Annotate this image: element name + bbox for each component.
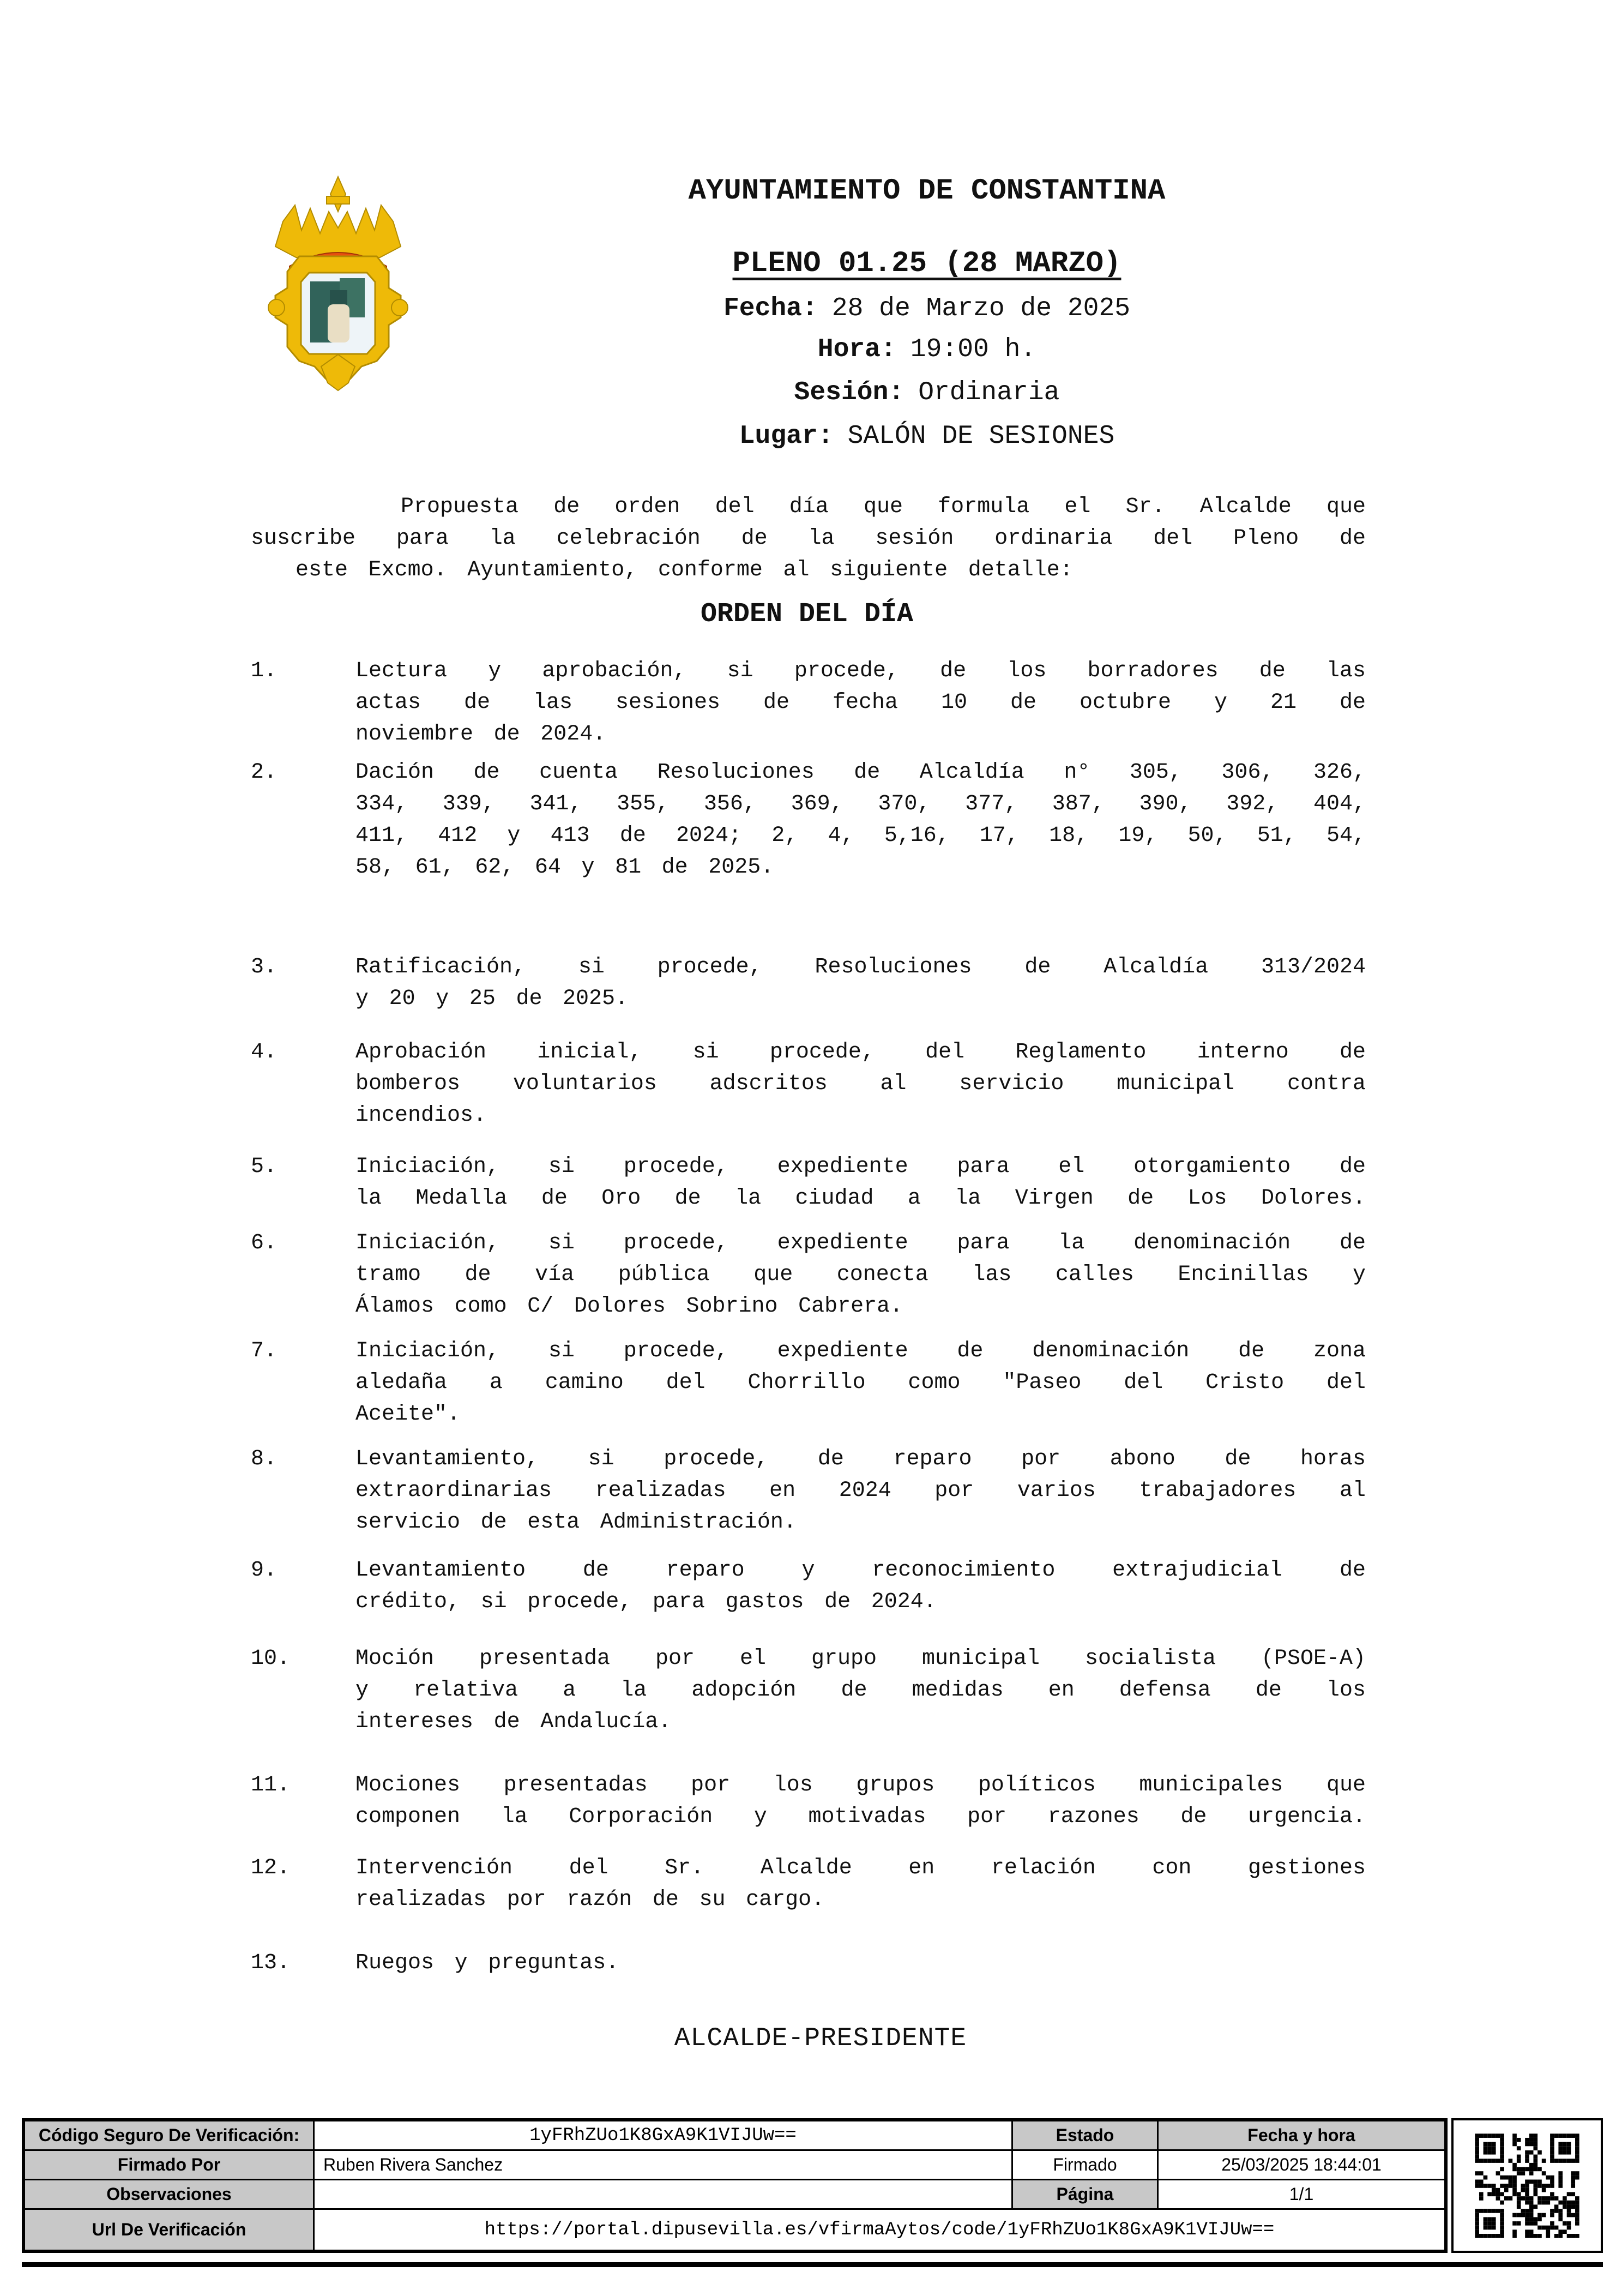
agenda-item-3 [251, 952, 1366, 1015]
item-number: 13. [251, 1951, 291, 1975]
footer-bottom-rule [22, 2262, 1603, 2267]
item-line: Mociones presentadas por los grupos políticos municipales que [355, 1773, 1366, 1798]
item-line: noviembre de 2024. [355, 722, 606, 747]
item-line: Ruegos y preguntas. [355, 1951, 619, 1975]
item-line: Dación de cuenta Resoluciones de Alcaldía n° 305, 306, 326, [355, 760, 1366, 785]
item-line: incendios. [355, 1103, 487, 1128]
item-line: actas de las sesiones de fecha 10 de octubre y 21 de [355, 690, 1366, 715]
intro-line: Propuesta de orden del día que formula el Sr. Alcalde que [401, 495, 1366, 519]
item-line: Aprobación inicial, si procede, del Reglamento interno de [355, 1040, 1366, 1065]
agenda-item-7 [251, 1336, 1366, 1431]
meta-hora-label: Hora: [817, 335, 896, 364]
item-number: 10. [251, 1646, 291, 1671]
agenda-item-4 [251, 1037, 1366, 1132]
item-line: y 20 y 25 de 2025. [355, 987, 629, 1011]
item-line: Levantamiento, si procede, de reparo por abono de horas [355, 1447, 1366, 1471]
item-line: Aceite". [355, 1402, 461, 1427]
meta-fecha [491, 295, 1363, 322]
agenda-item-13 [251, 1948, 1366, 1979]
agenda-list [251, 656, 1366, 1979]
page-title: AYUNTAMIENTO DE CONSTANTINA [688, 175, 1166, 208]
agenda-item-10 [251, 1643, 1366, 1738]
item-line: extraordinarias realizadas en 2024 por varios trabajadores al [355, 1478, 1366, 1503]
item-number: 6. [251, 1231, 278, 1255]
estado-value: Firmado [1053, 2155, 1117, 2174]
item-number: 7. [251, 1339, 278, 1363]
item-line: Intervención del Sr. Alcalde en relación con gestiones [355, 1856, 1366, 1880]
item-line: Levantamiento de reparo y reconocimiento extrajudicial de [355, 1558, 1366, 1583]
item-number: 8. [251, 1447, 278, 1471]
item-number: 11. [251, 1773, 291, 1798]
item-line: servicio de esta Administración. [355, 1510, 797, 1535]
meta-sesion [491, 379, 1363, 406]
item-number: 5. [251, 1155, 278, 1179]
intro-line: suscribe para la celebración de la sesión ordinaria del Pleno de [251, 526, 1366, 551]
agenda-item-8 [251, 1444, 1366, 1538]
item-number: 3. [251, 955, 278, 979]
item-line: realizadas por razón de su cargo. [355, 1888, 825, 1912]
item-line: Álamos como C/ Dolores Sobrino Cabrera. [355, 1294, 903, 1319]
document-header [491, 176, 1363, 450]
item-line: y relativa a la adopción de medidas en defensa de los [355, 1678, 1366, 1703]
item-line: intereses de Andalucía. [355, 1710, 672, 1734]
verification-table [22, 2118, 1448, 2253]
pagina-label: Página [1056, 2184, 1114, 2204]
item-line: 411, 412 y 413 de 2024; 2, 4, 5,16, 17, 18, 19, 50, 51, 54, [355, 824, 1366, 848]
item-line: tramo de vía pública que conecta las calles Encinillas y [355, 1263, 1366, 1287]
item-line: 334, 339, 341, 355, 356, 369, 370, 377, 387, 390, 392, 404, [355, 792, 1366, 816]
qr-code-box [1451, 2118, 1603, 2253]
firmado-por-value: Ruben Rivera Sanchez [323, 2155, 503, 2174]
item-line: Iniciación, si procede, expediente de denominación de zona [355, 1339, 1366, 1363]
meta-sesion-label: Sesión: [794, 378, 905, 407]
intro-paragraph [251, 491, 1366, 586]
agenda-item-12 [251, 1853, 1366, 1916]
meta-lugar-label: Lugar: [739, 422, 834, 451]
item-line: Moción presentada por el grupo municipal socialista (PSOE-A) [355, 1646, 1366, 1671]
item-number: 4. [251, 1040, 278, 1065]
item-line: crédito, si procede, para gastos de 2024. [355, 1590, 937, 1614]
agenda-item-11 [251, 1770, 1366, 1833]
item-line: Iniciación, si procede, expediente para la denominación de [355, 1231, 1366, 1255]
meta-hora [491, 336, 1363, 363]
item-line: la Medalla de Oro de la ciudad a la Virgen de Los Dolores. [355, 1186, 1366, 1211]
fecha-hora-header: Fecha y hora [1247, 2125, 1355, 2145]
constantina-crest-logo [248, 175, 428, 393]
item-line: aledaña a camino del Chorrillo como "Paseo del Cristo del [355, 1371, 1366, 1395]
csv-value: 1yFRhZUo1K8GxA9K1VIJUw== [529, 2125, 797, 2146]
item-line: Iniciación, si procede, expediente para el otorgamiento de [355, 1155, 1366, 1179]
estado-header: Estado [1056, 2125, 1114, 2145]
agenda-item-2 [251, 757, 1366, 883]
item-line: Lectura y aprobación, si procede, de los borradores de las [355, 659, 1366, 683]
signature-title: ALCALDE-PRESIDENTE [674, 2024, 967, 2053]
firmado-por-label: Firmado Por [117, 2155, 221, 2174]
item-number: 2. [251, 760, 278, 785]
item-line: bomberos voluntarios adscritos al servicio municipal contra [355, 1072, 1366, 1096]
item-number: 9. [251, 1558, 278, 1583]
agenda-heading: ORDEN DEL DÍA [700, 599, 914, 630]
agenda-item-1 [251, 656, 1366, 750]
meta-hora-value: 19:00 h. [910, 335, 1036, 364]
item-line: componen la Corporación y motivadas por razones de urgencia. [355, 1805, 1366, 1829]
meta-lugar [491, 423, 1363, 450]
item-number: 1. [251, 659, 278, 683]
qr-code [1467, 2125, 1588, 2246]
agenda-item-9 [251, 1555, 1366, 1618]
item-number: 12. [251, 1856, 291, 1880]
csv-label: Código Seguro De Verificación: [38, 2125, 300, 2145]
meta-lugar-value: SALÓN DE SESIONES [847, 422, 1115, 451]
observaciones-label: Observaciones [106, 2184, 232, 2204]
url-verificacion-value: https://portal.dipusevilla.es/vfirmaAytos/code/1yFRhZUo1K8GxA9K1VIJUw== [484, 2219, 1275, 2240]
meta-fecha-value: 28 de Marzo de 2025 [831, 294, 1131, 323]
meta-sesion-value: Ordinaria [918, 378, 1060, 407]
session-title: PLENO 01.25 (28 MARZO) [732, 247, 1121, 280]
item-line: Ratificación, si procede, Resoluciones de Alcaldía 313/2024 [355, 955, 1366, 979]
url-verificacion-label: Url De Verificación [92, 2220, 246, 2239]
meta-fecha-label: Fecha: [723, 294, 818, 323]
intro-line: este Excmo. Ayuntamiento, conforme al siguiente detalle: [296, 558, 1073, 582]
agenda-item-6 [251, 1228, 1366, 1323]
fecha-hora-value: 25/03/2025 18:44:01 [1221, 2155, 1382, 2174]
pagina-value: 1/1 [1289, 2184, 1314, 2204]
agenda-item-5 [251, 1151, 1366, 1215]
item-line: 58, 61, 62, 64 y 81 de 2025. [355, 855, 774, 880]
